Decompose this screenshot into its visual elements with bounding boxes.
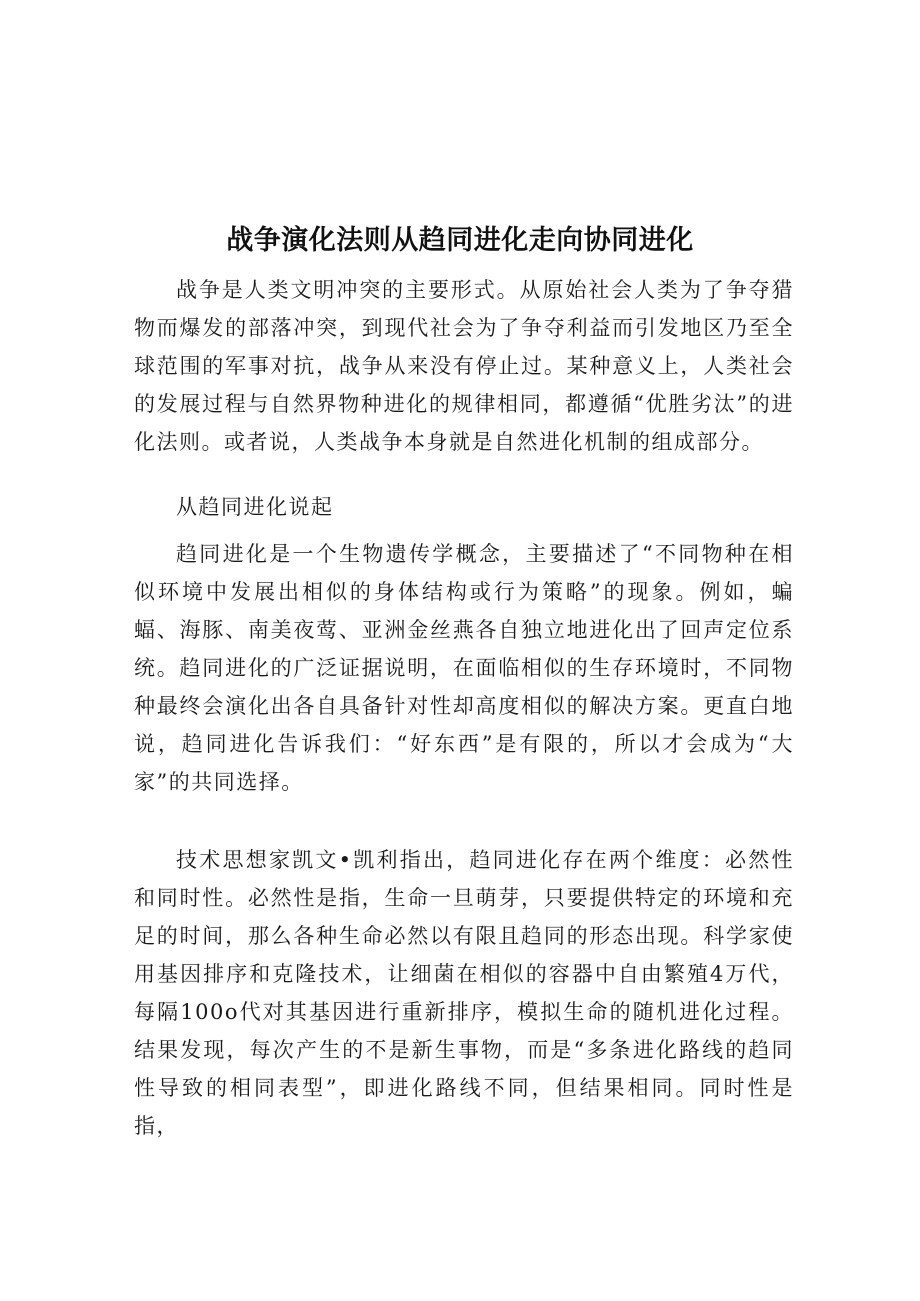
paragraph-kevin-kelly: 技术思想家凯文•凯利指出，趋同进化存在两个维度：必然性和同时性。必然性是指，生命一旦萌芽，只要提供特定的环境和充足的时间，那么各种生命必然以有限且趋同的形态出现。科学家使用基因排序和克隆技术，让细菌在相似的容器中自由繁殖4万代，每隔100o代对其基因进行重新排序，模拟生命的随机进化过程。结果发现，每次产生的不是新生事物，而是“多条进化路线的趋同性导致的相同表型”，即进化路线不同，但结果相同。同时性是指， — [134, 848, 794, 1138]
paragraph-convergent-evolution: 趋同进化是一个生物遗传学概念，主要描述了“不同物种在相似环境中发展出相似的身体结构或行为策略”的现象。例如，蝙蝠、海豚、南美夜莺、亚洲金丝燕各自独立地进化出了回声定位系统。趋同进化的广泛证据说明，在面临相似的生存环境时，不同物种最终会演化出各自具备针对性却高度相似的解决方案。更直白地说，趋同进化告诉我们：“好东西”是有限的，所以才会成为“大家”的共同选择。 — [134, 542, 794, 794]
document-title: 战争演化法则从趋同进化走向协同进化 — [226, 225, 694, 256]
paragraph-intro: 战争是人类文明冲突的主要形式。从原始社会人类为了争夺猎物而爆发的部落冲突，到现代社会为了争夺利益而引发地区乃至全球范围的军事对抗，战争从来没有停止过。某种意义上，人类社会的发展过程与自然界物种进化的规律相同，都遵循“优胜劣汰”的进化法则。或者说，人类战争本身就是自然进化机制的组成部分。 — [134, 278, 794, 454]
section-heading-convergent-evolution: 从趋同进化说起 — [176, 495, 334, 519]
